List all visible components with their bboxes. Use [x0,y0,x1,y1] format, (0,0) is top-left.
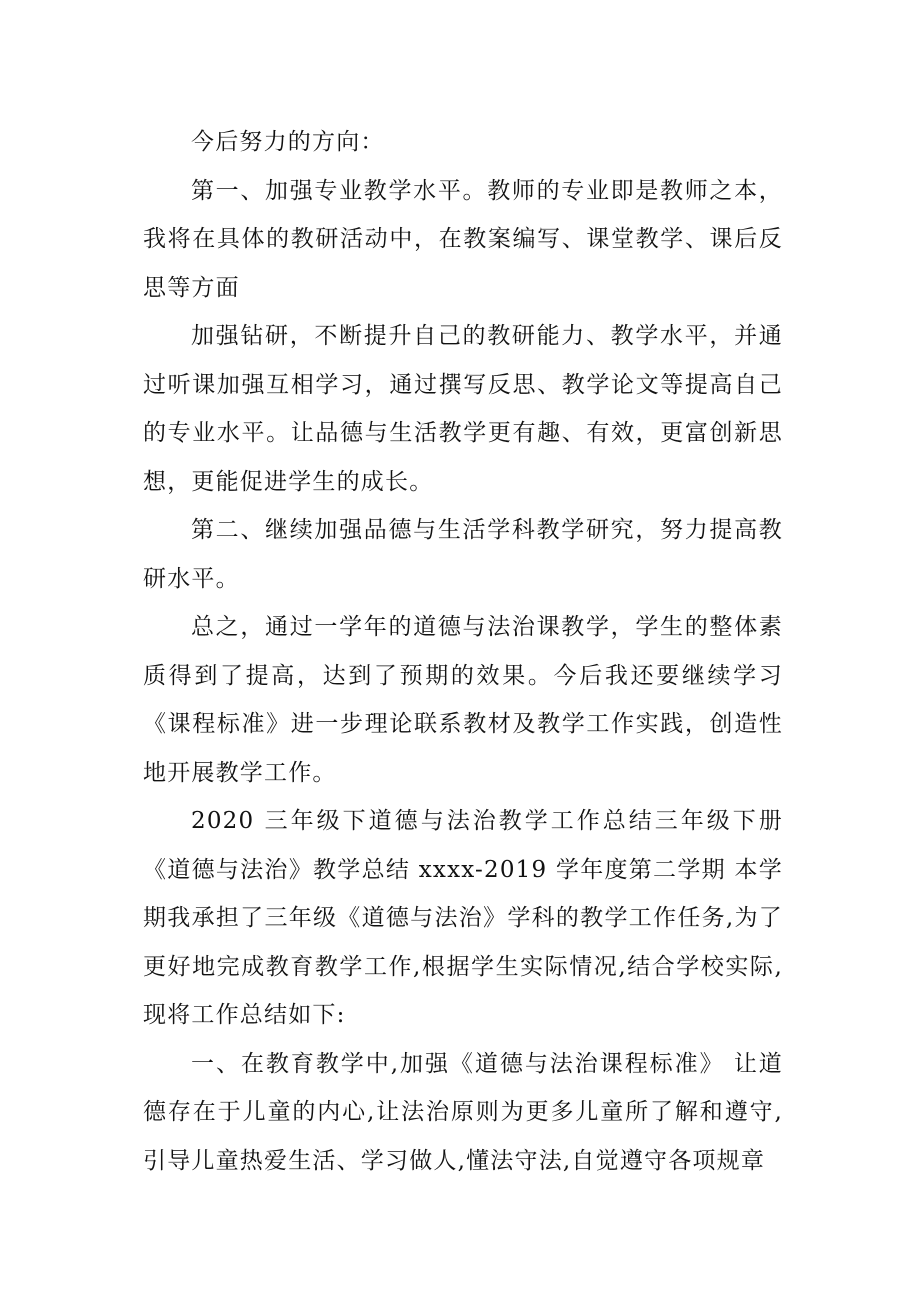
paragraph-second-point: 第二、继续加强品德与生活学科教学研究，努力提高教研水平。 [143,517,783,592]
paragraph-first-point: 第一、加强专业教学水平。教师的专业即是教师之本，我将在具体的教研活动中，在教案编写、课堂教学、课后反思等方面 [143,177,783,301]
paragraph-direction-heading: 今后努力的方向： [191,129,385,155]
document-body [143,118,783,1185]
paragraph-section-one: 一、在教育教学中,加强《道德与法治课程标准》 让道德存在于儿童的内心,让法治原则为更多儿童所了解和遵守,引导儿童热爱生活、学习做人,懂法守法,自觉遵守各项规章 [143,1050,783,1174]
paragraph-study-continuation: 加强钻研，不断提升自己的教研能力、教学水平，并通过听课加强互相学习，通过撰写反思、教学论文等提高自己的专业水平。让品德与生活教学更有趣、有效，更富创新思想，更能促进学生的成长。 [143,323,783,495]
paragraph-conclusion: 总之，通过一学年的道德与法治课教学，学生的整体素质得到了提高，达到了预期的效果。今后我还要继续学习《课程标准》进一步理论联系教材及教学工作实践，创造性地开展教学工作。 [143,614,783,786]
paragraph-summary-intro: 2020 三年级下道德与法治教学工作总结三年级下册《道德与法治》教学总结 xxxx-2019 学年度第二学期 本学期我承担了三年级《道德与法治》学科的教学工作任务,为了更好地完成教育教学工作,根据学生实际情况,结合学校实际,现将工作总结如下: [143,808,783,1028]
